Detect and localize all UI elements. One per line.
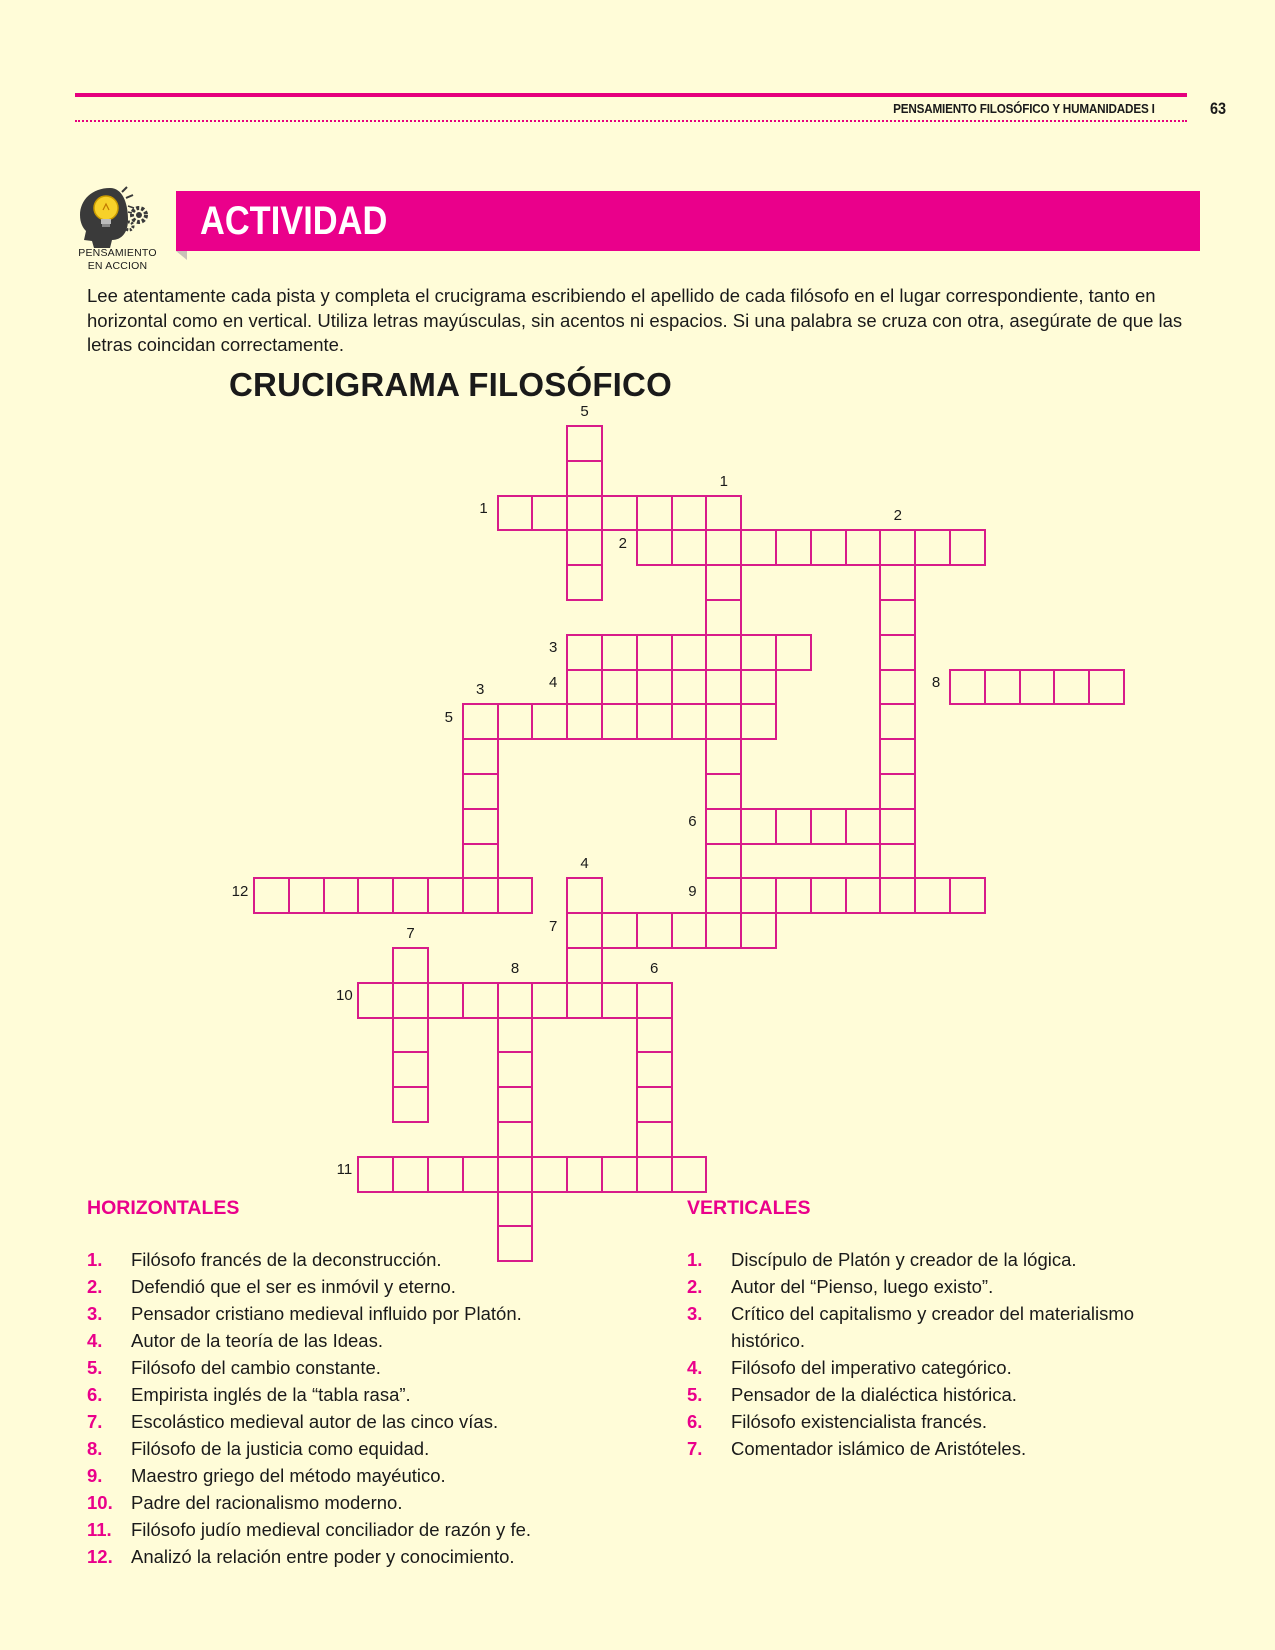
clue-number: 3. [87, 1303, 103, 1324]
crossword-cell[interactable] [949, 529, 986, 566]
crossword-cell[interactable] [601, 912, 638, 949]
across-clue [87, 1435, 647, 1462]
crossword-cell[interactable] [879, 843, 916, 880]
header-dotted-rule [75, 120, 1187, 122]
crossword-cell[interactable] [914, 529, 951, 566]
crossword-cell[interactable] [705, 564, 742, 601]
clue-text: Maestro griego del método mayéutico. [131, 1465, 446, 1486]
crossword-cell[interactable] [879, 634, 916, 671]
crossword-cell[interactable] [636, 1017, 673, 1054]
clue-text: Autor del “Pienso, luego existo”. [731, 1276, 994, 1297]
clue-text: Autor de la teoría de las Ideas. [131, 1330, 383, 1351]
clue-number: 1. [87, 1249, 103, 1270]
crossword-title: CRUCIGRAMA FILOSÓFICO [229, 366, 672, 403]
across-clue [87, 1489, 647, 1516]
crossword-cell[interactable] [462, 703, 499, 740]
clue-text: Padre del racionalismo moderno. [131, 1492, 403, 1513]
crossword-cell[interactable] [705, 843, 742, 880]
clue-number: 11. [87, 1519, 112, 1540]
crossword-cell[interactable] [879, 703, 916, 740]
across-clue [87, 1300, 647, 1327]
crossword-cell[interactable] [914, 877, 951, 914]
across-clue [87, 1381, 647, 1408]
across-clue [87, 1408, 647, 1435]
crossword-cell[interactable] [705, 529, 742, 566]
crossword-cell[interactable] [462, 808, 499, 845]
crossword-cell[interactable] [566, 1156, 603, 1193]
crossword-cell[interactable] [392, 877, 429, 914]
down-number: 1 [719, 472, 728, 490]
clue-number: 9. [87, 1465, 103, 1486]
crossword-cell[interactable] [949, 669, 986, 706]
crossword-cell[interactable] [497, 495, 534, 532]
crossword-cell[interactable] [566, 947, 603, 984]
crossword-cell[interactable] [636, 912, 673, 949]
across-number: 8 [931, 674, 941, 691]
crossword-cell[interactable] [497, 703, 534, 740]
down-clue [687, 1381, 1200, 1408]
clue-text: Pensador de la dialéctica histórica. [731, 1384, 1017, 1405]
crossword-cell[interactable] [497, 1051, 534, 1088]
crossword-cell[interactable] [601, 982, 638, 1019]
crossword-cell[interactable] [427, 982, 464, 1019]
crossword-cell[interactable] [636, 669, 673, 706]
across-title: HORIZONTALES [87, 1197, 240, 1219]
down-number: 2 [893, 507, 902, 525]
crossword-cell[interactable] [531, 1156, 568, 1193]
across-number: 3 [549, 639, 558, 657]
across-number: 12 [231, 882, 249, 900]
crossword-cell[interactable] [357, 1156, 394, 1193]
crossword-cell[interactable] [810, 877, 847, 914]
down-clue [687, 1246, 1200, 1273]
crossword-cell[interactable] [705, 738, 742, 775]
crossword-cell[interactable] [705, 634, 742, 671]
down-clue [687, 1273, 1200, 1300]
crossword-cell[interactable] [462, 982, 499, 1019]
down-clue [687, 1408, 1200, 1435]
crossword-cell[interactable] [497, 1017, 534, 1054]
down-number: 3 [476, 681, 485, 699]
crossword-cell[interactable] [601, 634, 638, 671]
crossword-cell[interactable] [601, 703, 638, 740]
crossword-cell[interactable] [462, 843, 499, 880]
crossword-cell[interactable] [462, 773, 499, 810]
crossword-cell[interactable] [740, 703, 777, 740]
crossword-cell[interactable] [879, 808, 916, 845]
crossword-cell[interactable] [879, 738, 916, 775]
crossword-cell[interactable] [845, 529, 882, 566]
clue-number: 4. [687, 1357, 703, 1378]
crossword-cell[interactable] [497, 1156, 534, 1193]
down-number: 4 [580, 855, 589, 873]
crossword-cell[interactable] [636, 1121, 673, 1158]
crossword-cell[interactable] [566, 529, 603, 566]
clue-number: 2. [687, 1276, 703, 1297]
down-title: VERTICALES [687, 1197, 811, 1219]
crossword-cell[interactable] [879, 669, 916, 706]
clue-number: 4. [87, 1330, 103, 1351]
crossword-cell[interactable] [462, 1156, 499, 1193]
clue-number: 1. [687, 1249, 703, 1270]
crossword-cell[interactable] [392, 1156, 429, 1193]
crossword-cell[interactable] [566, 877, 603, 914]
running-head: PENSAMIENTO FILOSÓFICO Y HUMANIDADES I [893, 101, 1155, 116]
crossword-cell[interactable] [671, 1156, 708, 1193]
crossword-cell[interactable] [253, 877, 290, 914]
crossword-cell[interactable] [671, 529, 708, 566]
crossword-cell[interactable] [1088, 669, 1125, 706]
down-number: 5 [580, 403, 589, 420]
down-clue-list [687, 1246, 1200, 1462]
crossword-cell[interactable] [636, 703, 673, 740]
across-number: 5 [444, 708, 453, 726]
crossword-cell[interactable] [497, 982, 534, 1019]
across-number: 11 [336, 1161, 353, 1179]
crossword-cell[interactable] [1019, 669, 1056, 706]
crossword-cell[interactable] [566, 703, 603, 740]
crossword-cell[interactable] [566, 912, 603, 949]
crossword-cell[interactable] [636, 1156, 673, 1193]
crossword-cell[interactable] [879, 877, 916, 914]
crossword-cell[interactable] [879, 529, 916, 566]
clue-text: Defendió que el ser es inmóvil y eterno. [131, 1276, 456, 1297]
crossword-cell[interactable] [740, 669, 777, 706]
crossword-cell[interactable] [357, 877, 394, 914]
clue-number: 7. [687, 1438, 703, 1459]
crossword-cell[interactable] [845, 877, 882, 914]
crossword-cell[interactable] [775, 808, 812, 845]
across-number: 4 [549, 674, 558, 691]
crossword-cell[interactable] [601, 669, 638, 706]
clue-text: Comentador islámico de Aristóteles. [731, 1438, 1027, 1459]
crossword-cell[interactable] [810, 529, 847, 566]
crossword-cell[interactable] [531, 982, 568, 1019]
across-number: 1 [479, 500, 488, 517]
across-clue [87, 1273, 647, 1300]
clue-number: 7. [87, 1411, 103, 1432]
crossword-cell[interactable] [636, 529, 673, 566]
down-clue [687, 1354, 1200, 1381]
down-number: 7 [406, 925, 415, 942]
crossword-cell[interactable] [392, 1051, 429, 1088]
crossword-cell[interactable] [462, 738, 499, 775]
crossword-cell[interactable] [427, 1156, 464, 1193]
clue-number: 6. [87, 1384, 103, 1405]
down-clue [687, 1435, 1200, 1462]
down-number: 8 [510, 959, 520, 977]
across-number: 2 [618, 534, 627, 552]
crossword-cell[interactable] [392, 1086, 429, 1123]
crossword-cell[interactable] [740, 877, 777, 914]
crossword-cell[interactable] [671, 495, 708, 532]
across-clue [87, 1354, 647, 1381]
activity-title: ACTIVIDAD [200, 199, 388, 243]
crossword-cell[interactable] [288, 877, 325, 914]
across-clue [87, 1246, 647, 1273]
clue-number: 3. [687, 1303, 703, 1324]
crossword-cell[interactable] [531, 495, 568, 532]
across-number: 6 [688, 813, 697, 831]
crossword-cell[interactable] [705, 808, 742, 845]
crossword-cell[interactable] [775, 877, 812, 914]
clue-number: 10. [87, 1492, 113, 1513]
clue-number: 2. [87, 1276, 103, 1297]
crossword-cell[interactable] [636, 982, 673, 1019]
crossword-cell[interactable] [705, 773, 742, 810]
clue-text: Filósofo francés de la deconstrucción. [131, 1249, 442, 1270]
crossword-cell[interactable] [497, 1086, 534, 1123]
clue-text: Empirista inglés de la “tabla rasa”. [131, 1384, 411, 1405]
across-number: 9 [688, 882, 697, 900]
crossword-cell[interactable] [497, 1121, 534, 1158]
clue-text: Filósofo existencialista francés. [731, 1411, 988, 1432]
across-clue [87, 1327, 647, 1354]
across-number: 10 [336, 987, 353, 1005]
down-number: 6 [650, 959, 659, 977]
clue-text: Escolástico medieval autor de las cinco vías. [131, 1411, 499, 1432]
crossword-cell[interactable] [566, 634, 603, 671]
crossword-cell[interactable] [740, 634, 777, 671]
crossword-cell[interactable] [845, 808, 882, 845]
badge-label: PENSAMIENTO EN ACCION [78, 247, 157, 272]
crossword-cell[interactable] [392, 982, 429, 1019]
crossword-cell[interactable] [566, 669, 603, 706]
crossword-cell[interactable] [357, 982, 394, 1019]
crossword-cell[interactable] [1053, 669, 1090, 706]
clue-number: 5. [87, 1357, 103, 1378]
crossword-cell[interactable] [740, 808, 777, 845]
across-clue [87, 1516, 647, 1543]
crossword-cell[interactable] [705, 599, 742, 636]
crossword-cell[interactable] [531, 703, 568, 740]
crossword-cell[interactable] [601, 495, 638, 532]
crossword-cell[interactable] [705, 877, 742, 914]
crossword-cell[interactable] [705, 495, 742, 532]
crossword-cell[interactable] [671, 669, 708, 706]
crossword-cell[interactable] [775, 529, 812, 566]
clue-number: 8. [87, 1438, 103, 1459]
crossword-cell[interactable] [705, 703, 742, 740]
banner-fold [176, 251, 187, 260]
crossword-cell[interactable] [392, 1017, 429, 1054]
clue-text: Analizó la relación entre poder y conocimiento. [131, 1546, 515, 1567]
down-clues [687, 1197, 1200, 1462]
crossword-cell[interactable] [462, 877, 499, 914]
crossword-cell[interactable] [879, 599, 916, 636]
across-clues [87, 1197, 647, 1570]
crossword-cell[interactable] [497, 877, 534, 914]
clue-text: Filósofo del imperativo categórico. [731, 1357, 1012, 1378]
crossword-cell[interactable] [740, 529, 777, 566]
across-clue-list [87, 1246, 647, 1570]
clue-text: Filósofo de la justicia como equidad. [131, 1438, 430, 1459]
crossword-cell[interactable] [566, 982, 603, 1019]
crossword-cell[interactable] [740, 912, 777, 949]
page-number: 63 [1210, 99, 1227, 118]
crossword-cell[interactable] [601, 1156, 638, 1193]
crossword-cell[interactable] [566, 460, 603, 497]
crossword-cell[interactable] [671, 634, 708, 671]
crossword-cell[interactable] [949, 877, 986, 914]
crossword-cell[interactable] [392, 947, 429, 984]
down-clue [687, 1300, 1200, 1354]
across-clue [87, 1543, 647, 1570]
header-rule [75, 93, 1187, 97]
crossword-cell[interactable] [984, 669, 1021, 706]
crossword-cell[interactable] [323, 877, 360, 914]
crossword-cell[interactable] [705, 669, 742, 706]
crossword-cell[interactable] [636, 1051, 673, 1088]
clue-text: Filósofo del cambio constante. [131, 1357, 381, 1378]
across-number: 7 [549, 917, 558, 935]
crossword-cell[interactable] [636, 495, 673, 532]
crossword-cell[interactable] [671, 912, 708, 949]
crossword-cell[interactable] [810, 808, 847, 845]
crossword-cell[interactable] [427, 877, 464, 914]
crossword-cell[interactable] [775, 634, 812, 671]
activity-instructions: Lee atentamente cada pista y completa el crucigrama escribiendo el apellido de cada filósofo en el lugar correspondiente, tanto en horizontal como en vertical. Utiliza letras mayúsculas, sin acentos ni espacios. Si una palabra se cruza con otra, asegúrate de que las letras coincidan correctamente. [87, 285, 1183, 355]
clue-number: 6. [687, 1411, 703, 1432]
clue-text: Discípulo de Platón y creador de la lógica. [731, 1249, 1077, 1270]
crossword-cell[interactable] [636, 1086, 673, 1123]
crossword-cell[interactable] [705, 912, 742, 949]
clue-number: 12. [87, 1546, 113, 1567]
crossword-cell[interactable] [879, 564, 916, 601]
crossword-cell[interactable] [671, 703, 708, 740]
crossword-cell[interactable] [566, 564, 603, 601]
clue-text: Filósofo judío medieval conciliador de razón y fe. [131, 1519, 532, 1540]
clue-number: 5. [687, 1384, 703, 1405]
crossword-cell[interactable] [879, 773, 916, 810]
crossword-cell[interactable] [566, 425, 603, 462]
crossword-cell[interactable] [566, 495, 603, 532]
across-clue [87, 1462, 647, 1489]
clue-text: Pensador cristiano medieval influido por Platón. [131, 1303, 522, 1324]
crossword-cell[interactable] [636, 634, 673, 671]
clue-text: Crítico del capitalismo y creador del materialismo histórico. [731, 1303, 1135, 1351]
